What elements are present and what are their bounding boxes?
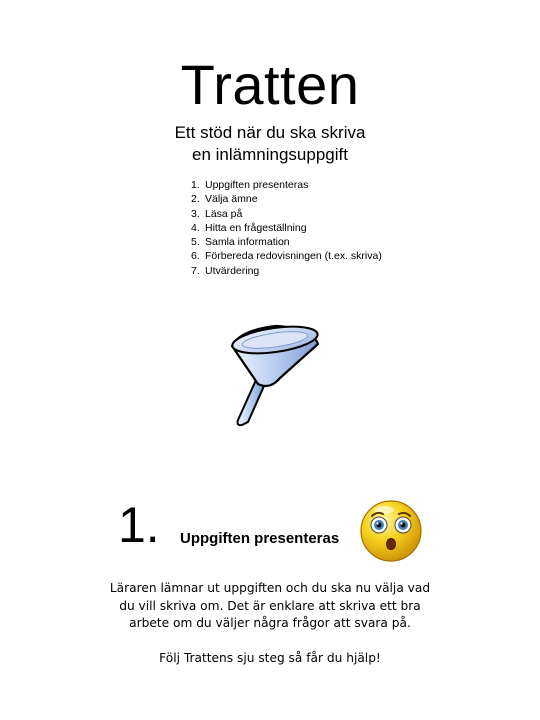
subtitle-line-2: en inlämningsuppgift <box>192 145 348 164</box>
paragraph-line-3: arbete om du väljer några frågor att svara på. <box>129 616 411 630</box>
step-number: 4. <box>191 221 200 234</box>
list-item <box>191 192 382 206</box>
section-title: Uppgiften presenteras <box>180 530 340 547</box>
list-item <box>191 207 382 221</box>
step-number: 7. <box>191 264 200 277</box>
list-item <box>191 264 382 278</box>
step-label: Förbereda redovisningen (t.ex. skriva) <box>205 250 382 263</box>
subtitle-line-1: Ett stöd när du ska skriva <box>174 123 366 142</box>
paragraph-line-2: du vill skriva om. Det är enklare att skriva ett bra <box>119 598 421 613</box>
section-number: 1. <box>118 497 160 553</box>
step-label: Välja ämne <box>205 193 258 206</box>
step-label: Hitta en frågeställning <box>205 221 307 234</box>
step-label: Samla information <box>205 236 290 249</box>
step-label: Utvärdering <box>205 264 260 277</box>
step-number: 3. <box>191 207 200 220</box>
step-number: 2. <box>191 193 200 206</box>
surprised-smiley-icon <box>358 498 424 569</box>
page-title: Tratten <box>180 53 360 116</box>
list-item <box>191 221 382 235</box>
step-number: 1. <box>191 179 200 191</box>
subtitle <box>0 122 540 166</box>
step-number: 5. <box>191 236 200 249</box>
step-number: 6. <box>191 250 200 263</box>
list-item <box>191 235 382 249</box>
closing-note: Följ Trattens sju steg så får du hjälp! <box>159 651 381 665</box>
paragraph-line-1: Läraren lämnar ut uppgiften och du ska nu välja vad <box>109 581 431 595</box>
funnel-icon <box>218 322 330 439</box>
steps-list <box>191 178 382 278</box>
list-item <box>191 249 382 263</box>
step-label: Uppgiften presenteras <box>205 179 309 191</box>
list-item <box>191 178 382 192</box>
step-label: Läsa på <box>205 207 243 220</box>
instruction-paragraph <box>90 580 450 633</box>
